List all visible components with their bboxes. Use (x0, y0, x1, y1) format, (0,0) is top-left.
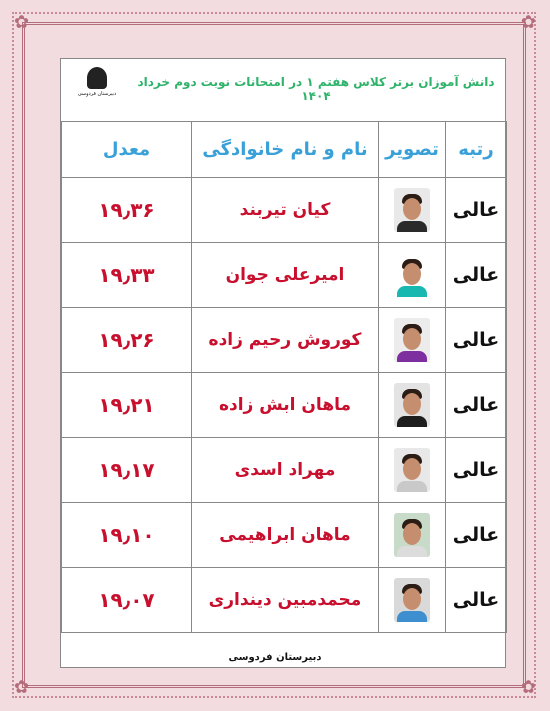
student-photo (394, 448, 430, 492)
average-cell: ۱۹٫۳۶ (62, 178, 192, 243)
average-cell: ۱۹٫۱۰ (62, 503, 192, 568)
table-row (62, 373, 507, 438)
corner-ornament-icon: ✿ (520, 677, 536, 698)
rank-cell: عالی (446, 308, 507, 373)
photo-cell (379, 568, 446, 633)
average-cell: ۱۹٫۲۶ (62, 308, 192, 373)
table-row (62, 503, 507, 568)
page-title: دانش آموزان برتر کلاس هفتم ۱ در امتحانات نوبت دوم خرداد ۱۴۰۴ (137, 75, 495, 103)
average-cell: ۱۹٫۱۷ (62, 438, 192, 503)
table-row (62, 438, 507, 503)
table-row (62, 568, 507, 633)
average-cell: ۱۹٫۰۷ (62, 568, 192, 633)
student-photo (394, 513, 430, 557)
students-table (61, 121, 507, 633)
rank-cell: عالی (446, 438, 507, 503)
student-name-cell: مهراد اسدی (192, 438, 379, 503)
corner-ornament-icon: ✿ (14, 677, 30, 698)
corner-ornament-icon: ✿ (14, 12, 30, 33)
rank-cell: عالی (446, 178, 507, 243)
logo-emblem-icon (87, 67, 107, 89)
student-name-cell: کیان تیربند (192, 178, 379, 243)
student-photo (394, 578, 430, 622)
table-row (62, 178, 507, 243)
student-photo (394, 383, 430, 427)
photo-cell (379, 503, 446, 568)
rank-cell: عالی (446, 373, 507, 438)
student-photo (394, 253, 430, 297)
table-row (62, 243, 507, 308)
student-name-cell: ماهان ابش زاده (192, 373, 379, 438)
student-photo (394, 318, 430, 362)
student-name-cell: امیرعلی جوان (192, 243, 379, 308)
student-name-cell: ماهان ابراهیمی (192, 503, 379, 568)
photo-cell (379, 178, 446, 243)
column-header-name: نام و نام خانوادگی (192, 122, 379, 178)
school-logo (69, 65, 125, 115)
table-header-row (62, 122, 507, 178)
student-photo (394, 188, 430, 232)
logo-text: دبیرستان فردوسی (77, 91, 117, 97)
table-row (62, 308, 507, 373)
column-header-average: معدل (62, 122, 192, 178)
footer-school-name: دبیرستان فردوسی (228, 652, 322, 663)
rank-cell: عالی (446, 568, 507, 633)
rank-cell: عالی (446, 503, 507, 568)
document-page (60, 58, 506, 668)
photo-cell (379, 243, 446, 308)
column-header-photo: تصویر (379, 122, 446, 178)
student-name-cell: کوروش رحیم زاده (192, 308, 379, 373)
photo-cell (379, 373, 446, 438)
corner-ornament-icon: ✿ (520, 12, 536, 33)
average-cell: ۱۹٫۲۱ (62, 373, 192, 438)
photo-cell (379, 308, 446, 373)
column-header-rank: رتبه (446, 122, 507, 178)
photo-cell (379, 438, 446, 503)
average-cell: ۱۹٫۳۳ (62, 243, 192, 308)
student-name-cell: محمدمبین دینداری (192, 568, 379, 633)
rank-cell: عالی (446, 243, 507, 308)
